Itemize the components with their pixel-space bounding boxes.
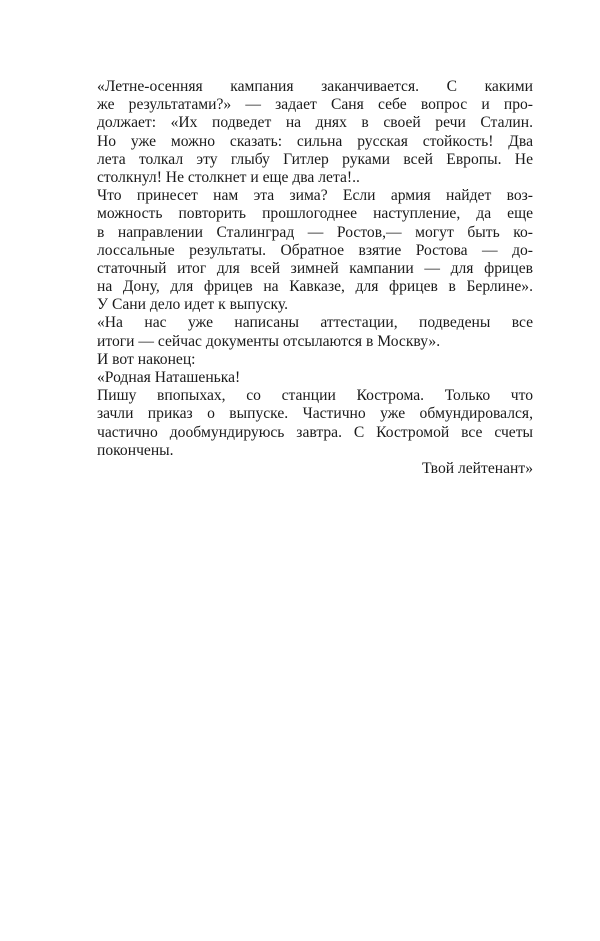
text-line: частично дообмундируюсь завтра. С Костромой все счеты: [97, 423, 533, 441]
text-line: У Сани дело идет к выпуску.: [97, 296, 288, 314]
text-line: же результатами?» — задает Саня себе вопрос и про-: [97, 96, 533, 114]
text-line: на Дону, для фрицев на Кавказе, для фрицев в Берлине».: [97, 278, 533, 296]
text-line: Пишу впопыхах, со станции Кострома. Только что: [97, 387, 533, 405]
text-line: И вот наконец:: [97, 350, 196, 368]
text-line: столкнул! Не столкнет и еще два лета!..: [97, 168, 360, 186]
text-line: можность повторить прошлогоднее наступление, да еще: [97, 205, 533, 223]
text-line: Что принесет нам эта зима? Если армия найдет воз-: [97, 187, 533, 205]
text-line: Но уже можно сказать: сильна русская стойкость! Два: [97, 132, 533, 150]
signature-line: Твой лейтенант»: [421, 459, 533, 477]
text-line: статочный итог для всей зимней кампании — для фрицев: [97, 259, 533, 277]
text-line: должает: «Их подведет на днях в своей речи Сталин.: [97, 114, 533, 132]
text-line: зачли приказ о выпуске. Частично уже обмундировался,: [97, 405, 533, 423]
text-line: покончены.: [97, 441, 174, 459]
document-body: [97, 78, 533, 478]
text-line: «Родная Наташенька!: [97, 369, 241, 386]
text-line: в направлении Сталинград — Ростов,— могут быть ко-: [97, 223, 533, 241]
text-line: «На нас уже написаны аттестации, подведены все: [97, 314, 533, 332]
text-line: лоссальные результаты. Обратное взятие Ростова — до-: [97, 241, 533, 259]
text-line: итоги — сейчас документы отсылаются в Москву».: [97, 332, 441, 350]
text-line: «Летне-осенняя кампания заканчивается. С какими: [97, 78, 533, 95]
text-line: лета толкал эту глыбу Гитлер руками всей Европы. Не: [97, 150, 533, 168]
